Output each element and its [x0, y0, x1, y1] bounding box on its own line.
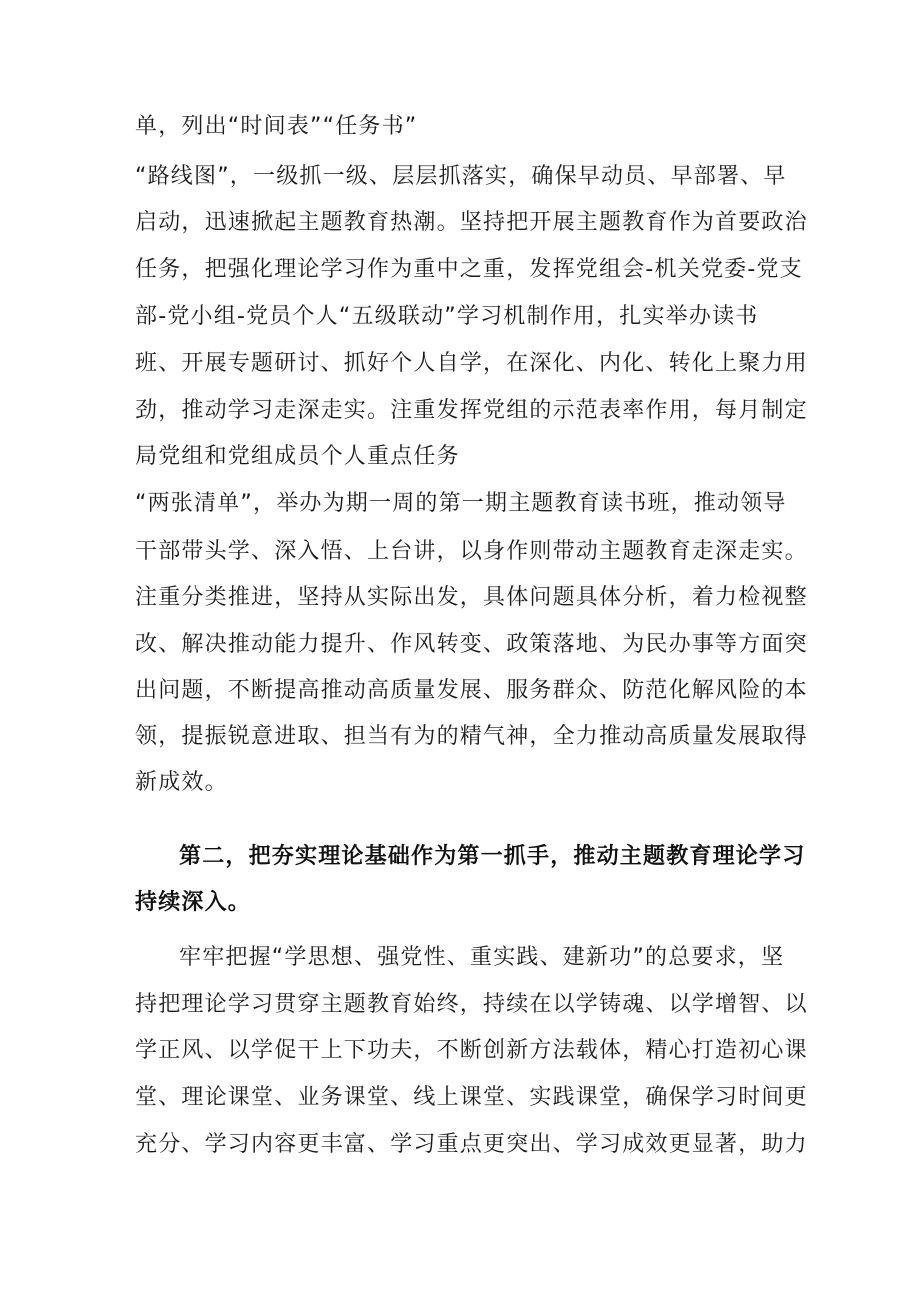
- paragraph-line: 局党组和党组成员个人重点任务: [135, 444, 460, 469]
- section-heading-line: 持续深入。: [135, 890, 252, 915]
- paragraph-line: 启动，迅速掀起主题教育热潮。坚持把开展主题教育作为首要政治: [135, 210, 808, 235]
- paragraph-line: 充分、学习内容更丰富、学习重点更突出、学习成效更显著，助力: [135, 1132, 808, 1157]
- paragraph-line: 牢牢把握“学思想、强党性、重实践、建新功”的总要求，坚: [179, 945, 785, 970]
- paragraph-line: 注重分类推进，坚持从实际出发，具体问题具体分析，着力检视整: [135, 585, 808, 610]
- paragraph-line: 劲，推动学习走深走实。注重发挥党组的示范表率作用，每月制定: [135, 398, 808, 423]
- paragraph-line: 新成效。: [135, 770, 228, 795]
- paragraph-line: “路线图”，一级抓一级、层层抓落实，确保早动员、早部署、早: [135, 164, 787, 189]
- paragraph-line: 堂、理论课堂、业务课堂、线上课堂、实践课堂，确保学习时间更: [135, 1085, 808, 1110]
- paragraph-line: 改、解决推动能力提升、作风转变、政策落地、为民办事等方面突: [135, 632, 808, 657]
- paragraph-line: 学正风、以学促干上下功夫，不断创新方法载体，精心打造初心课: [135, 1038, 808, 1063]
- paragraph-line: 单，列出“时间表”“任务书”: [135, 114, 418, 139]
- paragraph-line: 干部带头学、深入悟、上台讲，以身作则带动主题教育走深走实。: [135, 539, 808, 564]
- paragraph-line: 班、开展专题研讨、抓好个人自学，在深化、内化、转化上聚力用: [135, 351, 808, 376]
- paragraph-line: 出问题，不断提高推动高质量发展、服务群众、防范化解风险的本: [135, 678, 808, 703]
- paragraph-line: 部-党小组-党员个人“五级联动”学习机制作用，扎实举办读书: [135, 304, 759, 329]
- section-heading-line: 第二，把夯实理论基础作为第一抓手，推动主题教育理论学习: [179, 844, 806, 869]
- paragraph-line: “两张清单”，举办为期一周的第一期主题教育读书班，推动领导: [135, 491, 787, 516]
- paragraph-line: 任务，把强化理论学习作为重中之重，发挥党组会-机关党委-党支: [135, 257, 803, 282]
- paragraph-line: 领，提振锐意进取、担当有为的精气神，全力推动高质量发展取得: [135, 724, 808, 749]
- paragraph-line: 持把理论学习贯穿主题教育始终，持续在以学铸魂、以学增智、以: [135, 992, 808, 1017]
